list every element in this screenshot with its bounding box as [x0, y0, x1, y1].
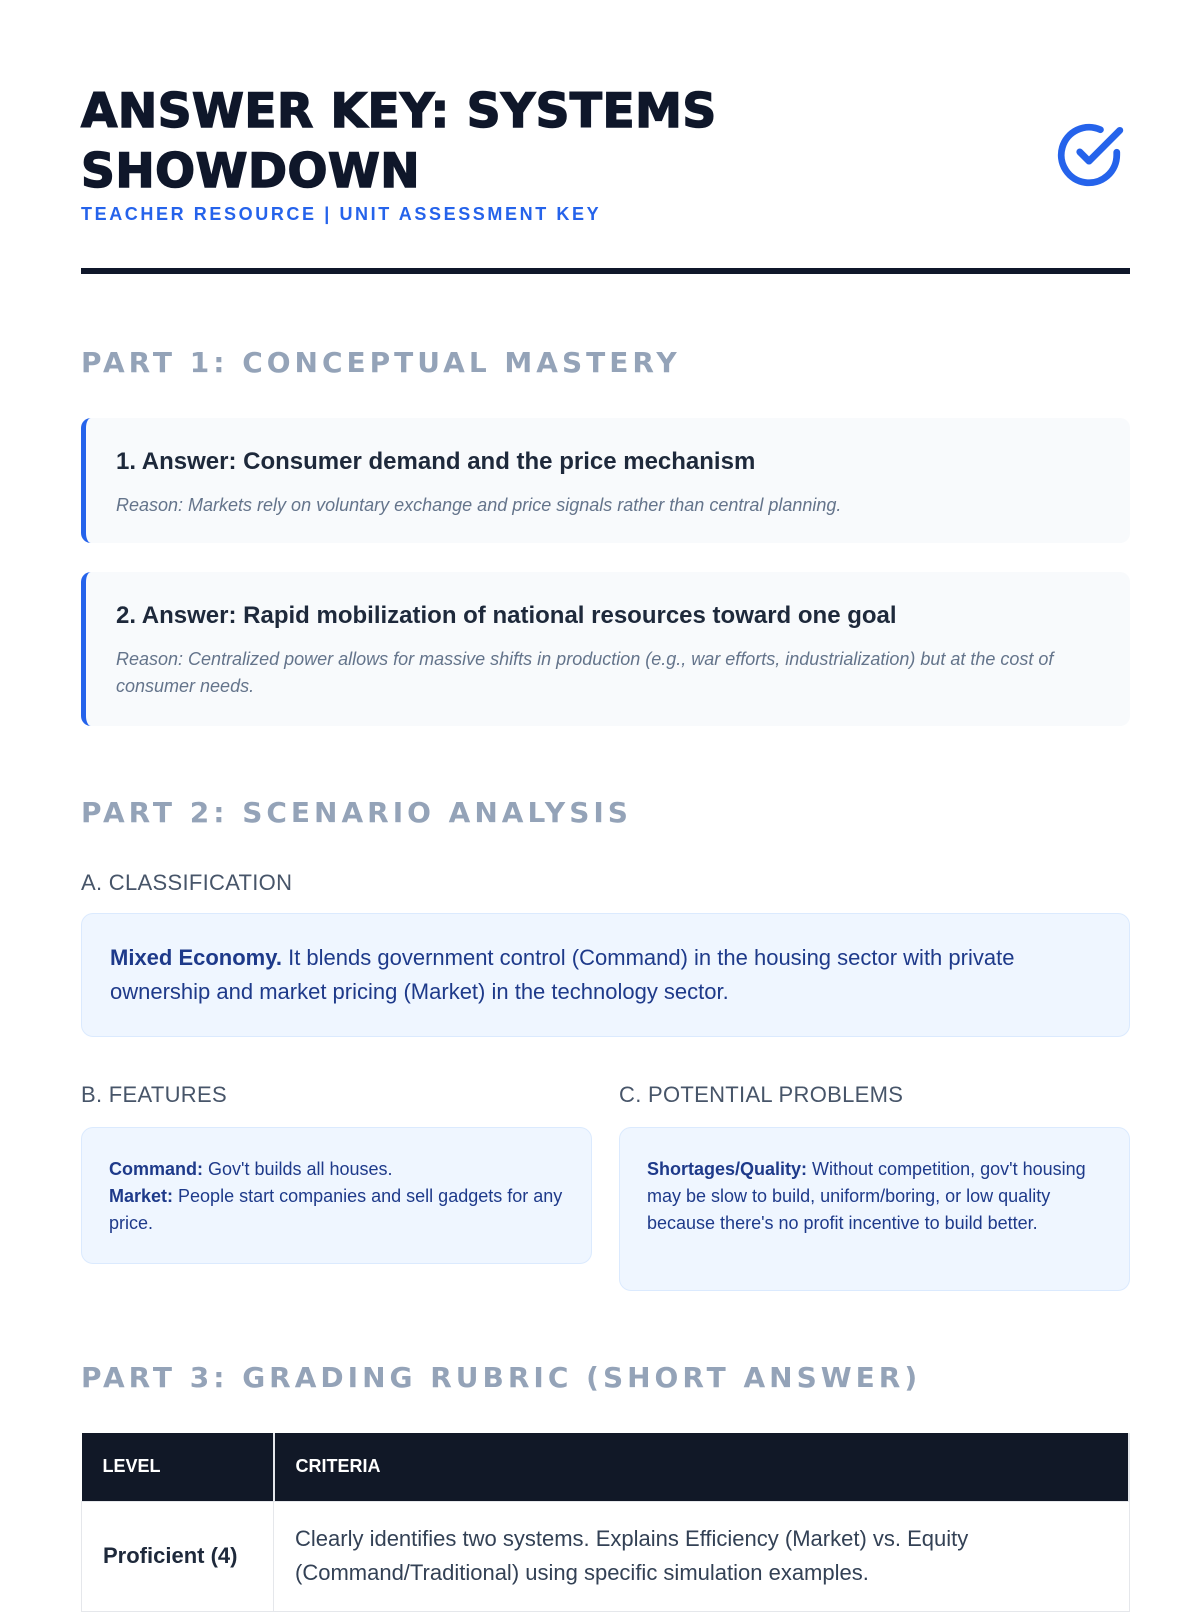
classification-label: A. CLASSIFICATION [81, 870, 293, 895]
part3-heading: PART 3: GRADING RUBRIC (SHORT ANSWER) [81, 1361, 922, 1394]
classification-text: It blends government control (Command) in the housing sector with private ownership and market pricing (Market) in the technology sector. [110, 945, 1015, 1004]
market-text: People start companies and sell gadgets for any price. [109, 1186, 563, 1233]
answer-card-2 [81, 572, 1130, 726]
page-title: ANSWER KEY: SYSTEMS SHOWDOWN [81, 84, 717, 199]
answer-card-1 [81, 418, 1130, 543]
command-text: Gov't builds all houses. [203, 1159, 393, 1179]
criteria-cell: Clearly identifies two systems. Explains Efficiency (Market) vs. Equity (Command/Traditional) using specific simulation examples. [274, 1501, 1130, 1611]
problems-box [619, 1127, 1130, 1291]
problems-bold: Shortages/Quality: [647, 1159, 808, 1179]
problems-text: Without competition, gov't housing may be slow to build, uniform/boring, or low quality because there's no profit incentive to build better. [647, 1159, 1086, 1233]
level-cell: Proficient (4) [82, 1501, 274, 1611]
part1-heading: PART 1: CONCEPTUAL MASTERY [81, 346, 681, 379]
column-header-criteria: CRITERIA [274, 1433, 1130, 1501]
table-row [82, 1501, 1130, 1611]
features-label: B. FEATURES [81, 1082, 227, 1107]
column-header-level: LEVEL [82, 1433, 274, 1501]
answer-text: 1. Answer: Consumer demand and the price mechanism [116, 448, 756, 475]
rubric-table [81, 1433, 1130, 1612]
features-box [81, 1127, 592, 1264]
classification-box [81, 913, 1130, 1037]
market-label: Market: [109, 1186, 174, 1206]
part2-heading: PART 2: SCENARIO ANALYSIS [81, 796, 632, 829]
check-circle-icon [1052, 118, 1126, 192]
answer-text: 2. Answer: Rapid mobilization of national resources toward one goal [116, 602, 897, 629]
classification-bold: Mixed Economy. [110, 945, 282, 970]
problems-label: C. POTENTIAL PROBLEMS [619, 1082, 904, 1107]
reason-text: Reason: Centralized power allows for massive shifts in production (e.g., war efforts, industrialization) but at the cost of consumer needs. [116, 649, 1054, 696]
command-label: Command: [109, 1159, 203, 1179]
reason-text: Reason: Markets rely on voluntary exchange and price signals rather than central planning. [116, 495, 842, 515]
page-subtitle: TEACHER RESOURCE | UNIT ASSESSMENT KEY [81, 204, 602, 224]
header-divider [81, 268, 1130, 274]
table-header-row [82, 1433, 1130, 1501]
